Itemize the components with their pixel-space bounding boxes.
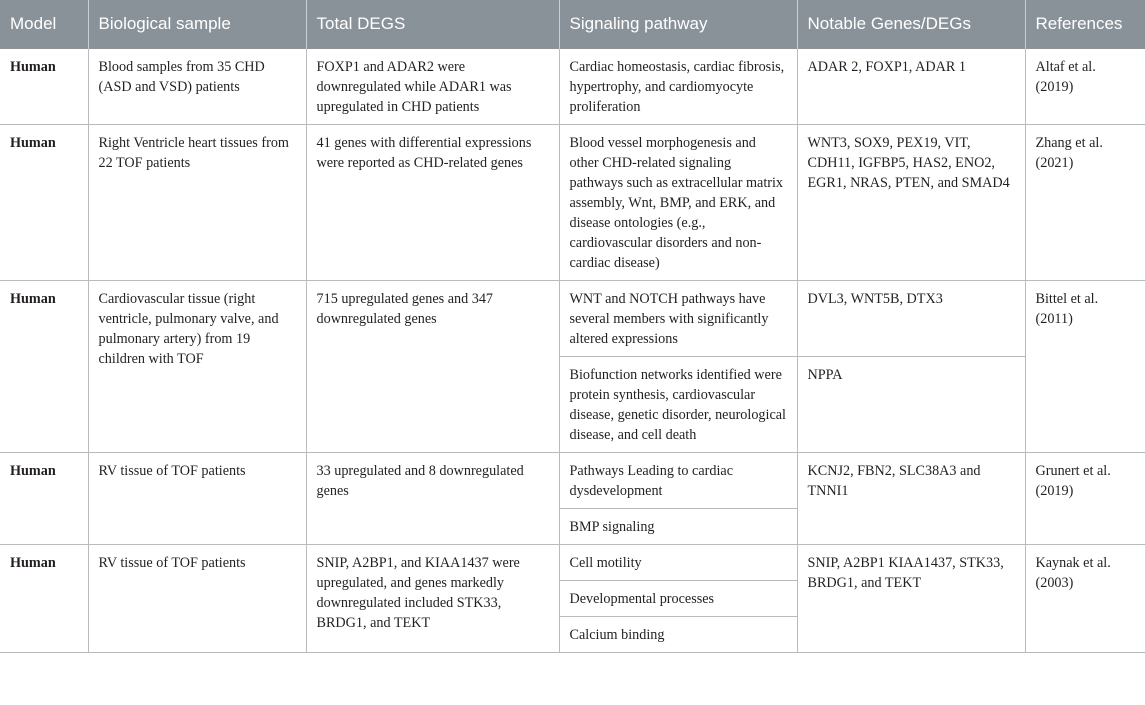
- header-row: [0, 0, 1145, 49]
- genes-cell: DVL3, WNT5B, DTX3: [797, 281, 1025, 357]
- header-biological-sample: Biological sample: [88, 0, 306, 49]
- model-cell: Human: [0, 545, 88, 653]
- header-model: Model: [0, 0, 88, 49]
- header-notable-genes: Notable Genes/DEGs: [797, 0, 1025, 49]
- genes-cell: SNIP, A2BP1 KIAA1437, STK33, BRDG1, and TEKT: [797, 545, 1025, 653]
- degs-cell: FOXP1 and ADAR2 were downregulated while ADAR1 was upregulated in CHD patients: [306, 49, 559, 125]
- pathway-cell: Blood vessel morphogenesis and other CHD-related signaling pathways such as extracellular matrix assembly, Wnt, BMP, and ERK, and disease ontologies (e.g., cardiovascular disorders and non-cardiac disease): [559, 125, 797, 281]
- pathway-cell: WNT and NOTCH pathways have several members with significantly altered expressions: [559, 281, 797, 357]
- reference-cell: Grunert et al. (2019): [1025, 453, 1145, 545]
- genes-cell: KCNJ2, FBN2, SLC38A3 and TNNI1: [797, 453, 1025, 545]
- model-cell: Human: [0, 453, 88, 545]
- table-row: [0, 545, 1145, 581]
- table-row: [0, 281, 1145, 357]
- genes-cell: WNT3, SOX9, PEX19, VIT, CDH11, IGFBP5, HAS2, ENO2, EGR1, NRAS, PTEN, and SMAD4: [797, 125, 1025, 281]
- pathway-cell: BMP signaling: [559, 509, 797, 545]
- model-cell: Human: [0, 281, 88, 453]
- degs-cell: 41 genes with differential expressions were reported as CHD-related genes: [306, 125, 559, 281]
- pathway-cell: Cell motility: [559, 545, 797, 581]
- model-cell: Human: [0, 49, 88, 125]
- header-signaling-pathway: Signaling pathway: [559, 0, 797, 49]
- reference-cell: Zhang et al. (2021): [1025, 125, 1145, 281]
- degs-cell: 715 upregulated genes and 347 downregulated genes: [306, 281, 559, 453]
- sample-cell: RV tissue of TOF patients: [88, 545, 306, 653]
- sample-cell: Blood samples from 35 CHD (ASD and VSD) patients: [88, 49, 306, 125]
- genes-cell: NPPA: [797, 357, 1025, 453]
- genes-cell: ADAR 2, FOXP1, ADAR 1: [797, 49, 1025, 125]
- degs-cell: 33 upregulated and 8 downregulated genes: [306, 453, 559, 545]
- reference-cell: Bittel et al. (2011): [1025, 281, 1145, 453]
- pathway-cell: Pathways Leading to cardiac dysdevelopment: [559, 453, 797, 509]
- pathway-cell: Biofunction networks identified were protein synthesis, cardiovascular disease, genetic disorder, neurological disease, and cell death: [559, 357, 797, 453]
- header-references: References: [1025, 0, 1145, 49]
- reference-cell: Altaf et al. (2019): [1025, 49, 1145, 125]
- table-row: [0, 453, 1145, 509]
- pathway-cell: Cardiac homeostasis, cardiac fibrosis, hypertrophy, and cardiomyocyte proliferation: [559, 49, 797, 125]
- reference-cell: Kaynak et al. (2003): [1025, 545, 1145, 653]
- sample-cell: Right Ventricle heart tissues from 22 TOF patients: [88, 125, 306, 281]
- header-total-degs: Total DEGS: [306, 0, 559, 49]
- pathway-cell: Developmental processes: [559, 581, 797, 617]
- sample-cell: RV tissue of TOF patients: [88, 453, 306, 545]
- degs-cell: SNIP, A2BP1, and KIAA1437 were upregulated, and genes markedly downregulated included STK33, BRDG1, and TEKT: [306, 545, 559, 653]
- table-row: [0, 125, 1145, 281]
- sample-cell: Cardiovascular tissue (right ventricle, pulmonary valve, and pulmonary artery) from 19 children with TOF: [88, 281, 306, 453]
- model-cell: Human: [0, 125, 88, 281]
- table-row: [0, 49, 1145, 125]
- pathway-cell: Calcium binding: [559, 617, 797, 653]
